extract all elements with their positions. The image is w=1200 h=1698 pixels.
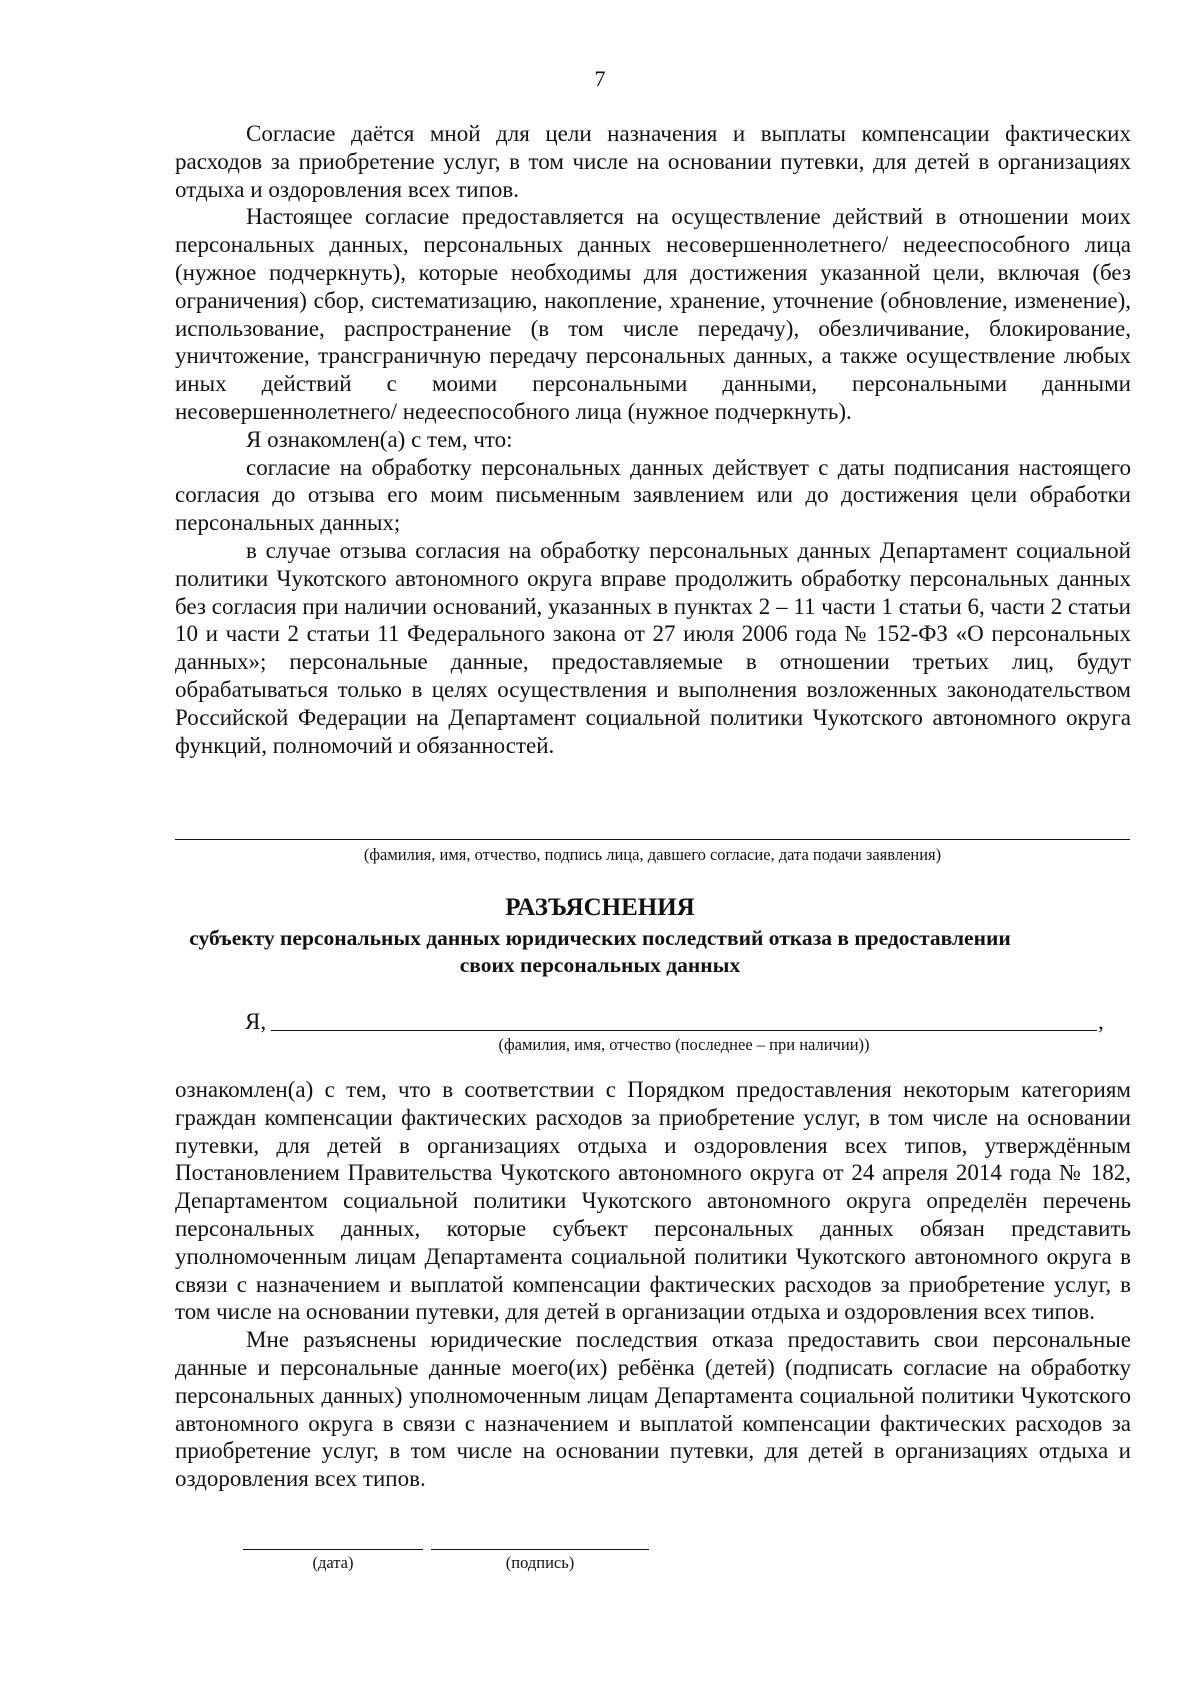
explanation-paragraph: Мне разъяснены юридические последствия отказа предоставить свои персональные данные и персональные данные моего(их) ребёнка (детей) (подписать согласие на обработку персональных данных) уполномоченным лицам Департамента социальной политики Чукотского автономного округа в связи с назначением и выплатой компенсации фактических расходов за приобретение услуг, в том числе на основании путевки, для детей в организациях отдыха и оздоровления всех типов.	[175, 1327, 1131, 1492]
explanation-title: РАЗЪЯСНЕНИЯ	[505, 894, 695, 921]
consent-signature-caption: (фамилия, имя, отчество, подпись лица, давшего согласие, дата подачи заявления)	[363, 845, 942, 864]
consent-paragraph: Согласие даётся мной для цели назначения и выплаты компенсации фактических расходов за приобретение услуг, в том числе на основании путевки, для детей в организациях отдыха и оздоровления всех типов.	[175, 121, 1131, 202]
date-caption: (дата)	[312, 1553, 354, 1572]
consent-paragraph: в случае отзыва согласия на обработку персональных данных Департамент социальной политики Чукотского автономного округа вправе продолжить обработку персональных данных без согласия при наличии оснований, указанных в пунктах 2 – 11 части 1 статьи 6, части 2 статьи 10 и части 2 статьи 11 Федерального закона от 27 июля 2006 года № 152-ФЗ «О персональных данных»; персональные данные, предоставляемые в отношении третьих лиц, будут обрабатываться только в целях осуществления и выполнения возложенных законодательством Российской Федерации на Департамент социальной политики Чукотского автономного округа функций, полномочий и обязанностей.	[175, 537, 1131, 758]
ya-label: Я,	[245, 1009, 267, 1034]
name-fill-line	[271, 1030, 1097, 1031]
name-line-comma: ,	[1098, 1009, 1104, 1034]
page-number: 7	[594, 66, 606, 91]
consent-paragraph: Я ознакомлен(а) с тем, что:	[246, 426, 513, 452]
explanation-subtitle: своих персональных данных	[459, 953, 741, 977]
signature-caption: (подпись)	[505, 1553, 575, 1572]
name-caption: (фамилия, имя, отчество (последнее – при наличии))	[498, 1035, 870, 1054]
signature-line	[431, 1549, 649, 1550]
date-line	[243, 1549, 423, 1550]
consent-paragraph: Настоящее согласие предоставляется на осуществление действий в отношении моих персональных данных, персональных данных несовершеннолетнего/ недееспособного лица (нужное подчеркнуть), которые необходимы для достижения указанной цели, включая (без ограничения) сбор, систематизацию, накопление, хранение, уточнение (обновление, изменение), использование, распространение (в том числе передачу), обезличивание, блокирование, уничтожение, трансграничную передачу персональных данных, а также осуществление любых иных действий с моими персональными данными, персональными данными несовершеннолетнего/ недееспособного лица (нужное подчеркнуть).	[175, 204, 1131, 424]
consent-paragraph: согласие на обработку персональных данных действует с даты подписания настоящего согласия до отзыва его моим письменным заявлением или до достижения цели обработки персональных данных;	[175, 454, 1131, 536]
consent-text	[175, 120, 1131, 759]
explanation-text	[175, 1076, 1131, 1493]
consent-signature-line	[175, 839, 1130, 840]
explanation-subtitle: субъекту персональных данных юридических последствий отказа в предоставлении	[189, 926, 1011, 950]
explanation-paragraph: ознакомлен(а) с тем, что в соответствии с Порядком предоставления некоторым категориям граждан компенсации фактических расходов за приобретение услуг, в том числе на основании путевки, для детей в организациях отдыха и оздоровления всех типов, утверждённым Постановлением Правительства Чукотского автономного округа от 24 апреля 2014 года № 182, Департаментом социальной политики Чукотского автономного округа определён перечень персональных данных, которые субъект персональных данных обязан представить уполномоченным лицам Департамента социальной политики Чукотского автономного округа в связи с назначением и выплатой компенсации фактических расходов за приобретение услуг, в том числе на основании путевки, для детей в организации отдыха и оздоровления всех типов.	[175, 1077, 1131, 1325]
